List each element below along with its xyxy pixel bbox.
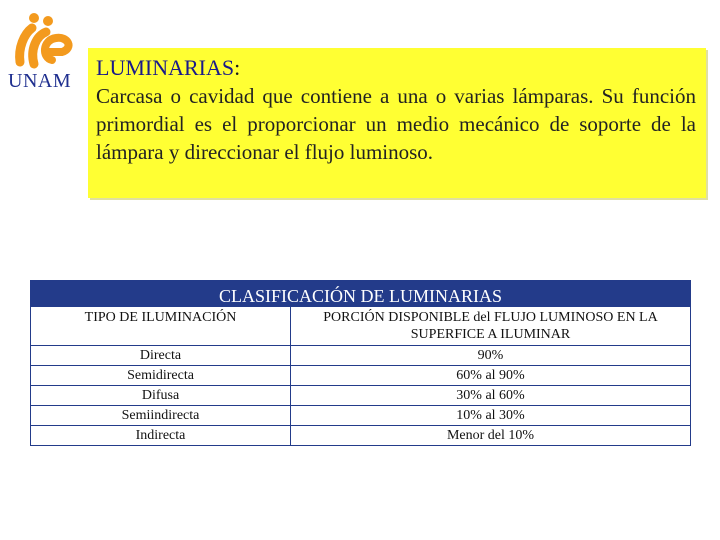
institution-logo (8, 8, 88, 92)
cell-portion: 30% al 60% (291, 386, 691, 406)
cell-type: Directa (31, 346, 291, 366)
callout-title-line (96, 54, 696, 82)
cell-portion: 10% al 30% (291, 406, 691, 426)
cell-type: Difusa (31, 386, 291, 406)
classification-table (30, 280, 691, 446)
table-row (31, 426, 691, 446)
callout-text: Carcasa o cavidad que contiene a una o varias lámparas. Su función primordial es el proporcionar un medio mecánico de soporte de la lámpara y direccionar el flujo luminoso. (96, 84, 696, 164)
callout-colon: : (234, 55, 241, 80)
column-header-portion: PORCIÓN DISPONIBLE del FLUJO LUMINOSO EN LA SUPERFICE A ILUMINAR (291, 307, 691, 346)
table-title: CLASIFICACIÓN DE LUMINARIAS (30, 280, 691, 306)
cell-type: Indirecta (31, 426, 291, 446)
cell-portion: 90% (291, 346, 691, 366)
logo-text: UNAM (8, 70, 72, 92)
table-header-row (31, 307, 691, 346)
luminaire-table (30, 306, 691, 446)
table-row (31, 366, 691, 386)
table-row (31, 386, 691, 406)
table-row (31, 406, 691, 426)
callout-title: LUMINARIAS (96, 55, 235, 80)
cell-type: Semidirecta (31, 366, 291, 386)
definition-callout (88, 48, 706, 198)
cell-portion: Menor del 10% (291, 426, 691, 446)
cell-type: Semiindirecta (31, 406, 291, 426)
iie-logo-icon (12, 12, 82, 70)
table-row (31, 346, 691, 366)
cell-portion: 60% al 90% (291, 366, 691, 386)
column-header-type: TIPO DE ILUMINACIÓN (31, 307, 291, 346)
